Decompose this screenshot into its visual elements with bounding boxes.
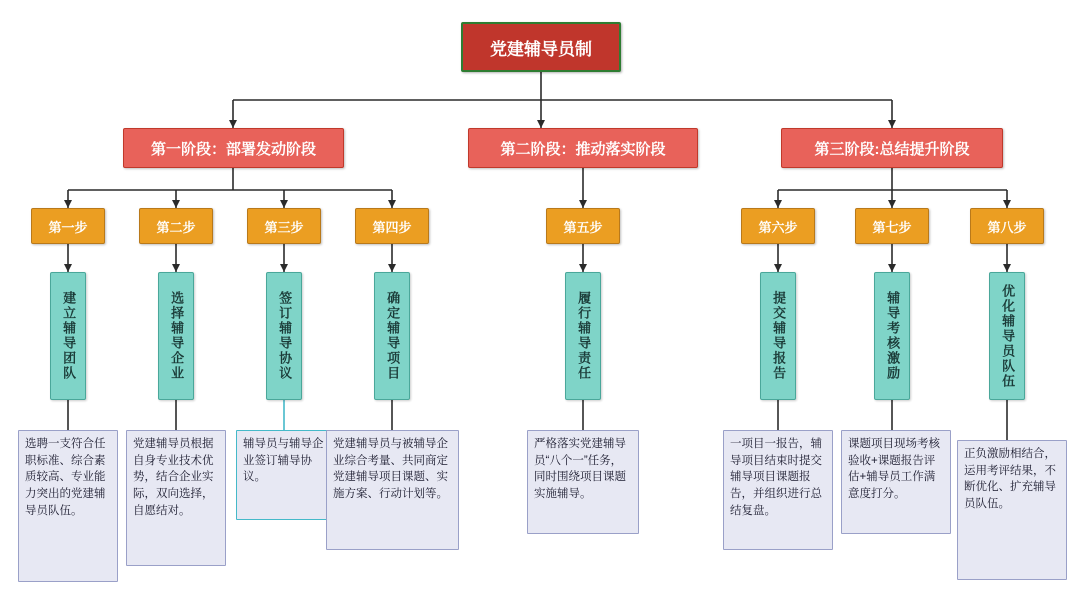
description-text-6: 一项目一报告，辅导项目结束时提交辅导项目课题报告，并组织进行总结复盘。 — [730, 438, 822, 517]
step-label-4: 第四步 — [372, 219, 412, 235]
description-node-5 — [527, 430, 639, 534]
step-label-8: 第八步 — [987, 219, 1027, 235]
phase-node-1[interactable] — [123, 128, 344, 168]
description-node-2 — [126, 430, 226, 566]
phase-node-3[interactable] — [781, 128, 1003, 168]
step-node-7[interactable] — [855, 208, 929, 244]
phase-label-3: 第三阶段:总结提升阶段 — [814, 140, 970, 158]
description-node-1 — [18, 430, 118, 582]
action-node-5[interactable] — [565, 272, 601, 400]
action-label-7: 辅导考核激励 — [885, 291, 901, 381]
root-label: 党建辅导员制 — [490, 39, 592, 59]
action-label-8: 优化辅导员队伍 — [1000, 283, 1016, 389]
step-label-5: 第五步 — [563, 219, 603, 235]
action-node-8[interactable] — [989, 272, 1025, 400]
action-node-7[interactable] — [874, 272, 910, 400]
phase-label-2: 第二阶段：推动落实阶段 — [500, 140, 666, 158]
description-node-7 — [841, 430, 951, 534]
description-node-8 — [957, 440, 1067, 580]
step-node-8[interactable] — [970, 208, 1044, 244]
description-text-4: 党建辅导员与被辅导企业综合考量、共同商定党建辅导项目课题、实施方案、行动计划等。 — [333, 438, 448, 501]
step-label-1: 第一步 — [48, 219, 88, 235]
description-node-3 — [236, 430, 331, 520]
root-node[interactable] — [461, 22, 621, 72]
step-node-6[interactable] — [741, 208, 815, 244]
action-label-1: 建立辅导团队 — [61, 291, 77, 381]
step-node-1[interactable] — [31, 208, 105, 244]
description-text-2: 党建辅导员根据自身专业技术优势，结合企业实际，双向选择，自愿结对。 — [133, 438, 214, 517]
step-label-2: 第二步 — [156, 219, 196, 235]
step-label-3: 第三步 — [264, 219, 304, 235]
action-node-4[interactable] — [374, 272, 410, 400]
action-node-2[interactable] — [158, 272, 194, 400]
step-label-7: 第七步 — [872, 219, 912, 235]
action-node-6[interactable] — [760, 272, 796, 400]
action-label-4: 确定辅导项目 — [385, 291, 401, 381]
description-text-8: 正负激励相结合，运用考评结果，不断优化、扩充辅导员队伍。 — [964, 448, 1056, 511]
action-label-5: 履行辅导责任 — [576, 291, 592, 381]
phase-node-2[interactable] — [468, 128, 698, 168]
phase-label-1: 第一阶段：部署发动阶段 — [150, 140, 316, 158]
description-text-7: 课题项目现场考核验收+课题报告评估+辅导员工作满意度打分。 — [848, 438, 940, 501]
step-node-3[interactable] — [247, 208, 321, 244]
step-node-4[interactable] — [355, 208, 429, 244]
action-label-2: 选择辅导企业 — [169, 291, 185, 381]
action-label-6: 提交辅导报告 — [771, 291, 787, 381]
step-node-2[interactable] — [139, 208, 213, 244]
action-node-3[interactable] — [266, 272, 302, 400]
action-node-1[interactable] — [50, 272, 86, 400]
description-text-3: 辅导员与辅导企业签订辅导协议。 — [243, 438, 324, 484]
description-text-1: 选聘一支符合任职标准、综合素质较高、专业能力突出的党建辅导员队伍。 — [25, 438, 106, 517]
description-node-6 — [723, 430, 833, 550]
step-node-5[interactable] — [546, 208, 620, 244]
description-node-4 — [326, 430, 459, 550]
description-text-5: 严格落实党建辅导员“八个一”任务，同时围绕项目课题实施辅导。 — [534, 438, 626, 501]
step-label-6: 第六步 — [758, 219, 798, 235]
action-label-3: 签订辅导协议 — [277, 291, 293, 381]
